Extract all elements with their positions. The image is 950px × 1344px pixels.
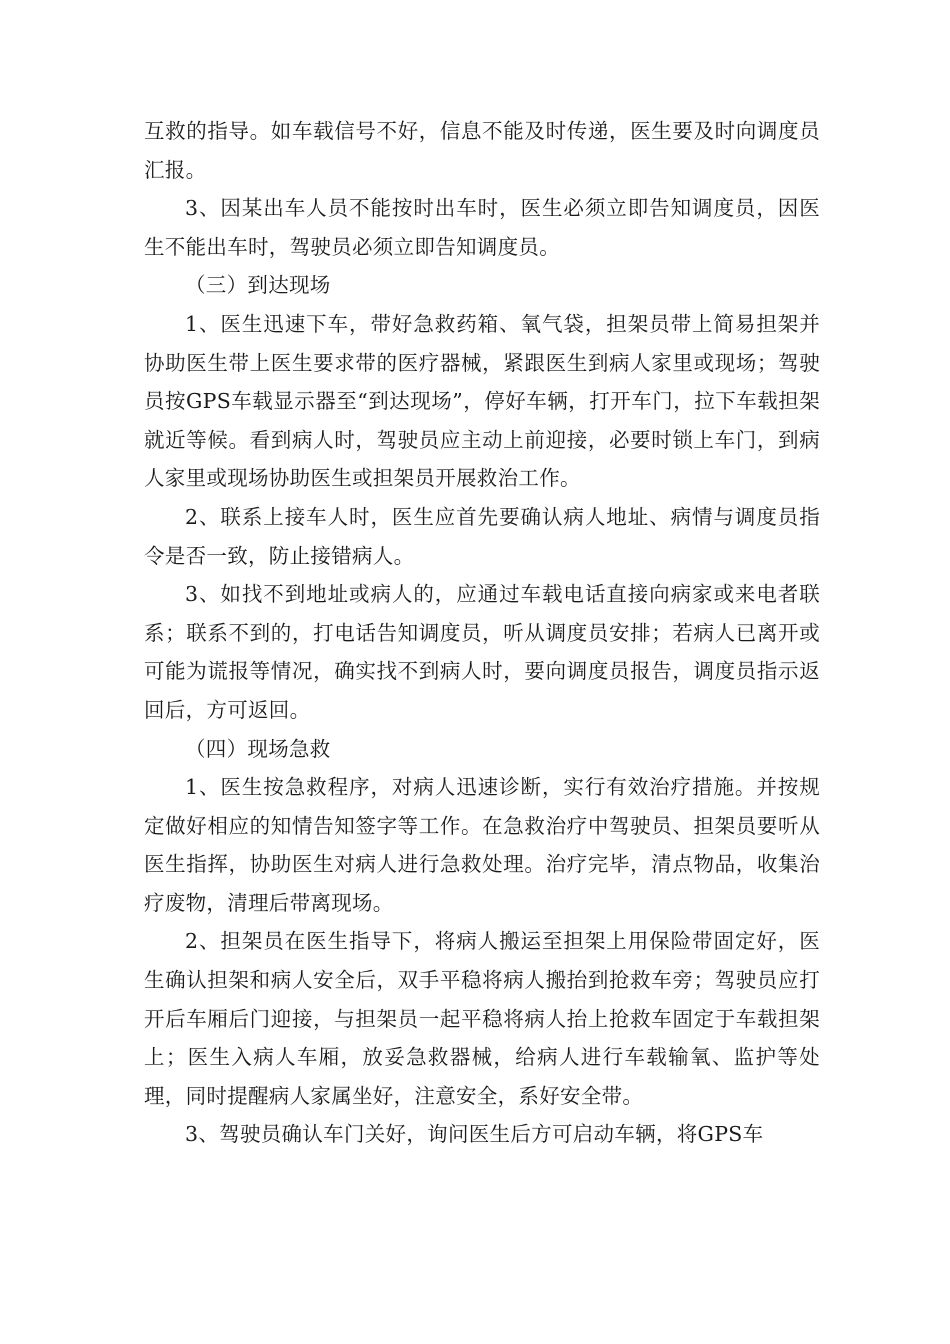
section-heading-onsite-rescue: （四）现场急救 <box>185 736 331 761</box>
paragraph-rescue-3: 3、驾驶员确认车门关好，询问医生后方可启动车辆，将GPS车 <box>185 1122 764 1147</box>
paragraph-arrive-3: 3、如找不到地址或病人的，应通过车载电话直接向病家或来电者联系；联系不到的，打电话告知调度员，听从调度员安排；若病人已离开或可能为谎报等情况，确实找不到病人时，要向调度员报告，调度员指示返回后，方可返回。 <box>144 582 820 722</box>
paragraph-arrive-2: 2、联系上接车人时，医生应首先要确认病人地址、病情与调度员指令是否一致，防止接错病人。 <box>144 504 820 568</box>
paragraph-arrive-1: 1、医生迅速下车，带好急救药箱、氧气袋，担架员带上简易担架并协助医生带上医生要求带的医疗器械，紧跟医生到病人家里或现场；驾驶员按GPS车载显示器至“到达现场”，停好车辆，打开车门，拉下车载担架就近等候。看到病人时，驾驶员应主动上前迎接，必要时锁上车门，到病人家里或现场协助医生或担架员开展救治工作。 <box>144 311 820 491</box>
paragraph-dispatch-absence: 3、因某出车人员不能按时出车时，医生必须立即告知调度员，因医生不能出车时，驾驶员必须立即告知调度员。 <box>144 196 820 259</box>
paragraph-rescue-2: 2、担架员在医生指导下，将病人搬运至担架上用保险带固定好，医生确认担架和病人安全后，双手平稳将病人搬抬到抢救车旁；驾驶员应打开后车厢后门迎接，与担架员一起平稳将病人抬上抢救车固定于车载担架上；医生入病人车厢，放妥急救器械，给病人进行车载输氧、监护等处理，同时提醒病人家属坐好，注意安全，系好安全带。 <box>144 929 820 1108</box>
paragraph-rescue-1: 1、医生按急救程序，对病人迅速诊断，实行有效治疗措施。并按规定做好相应的知情告知签字等工作。在急救治疗中驾驶员、担架员要听从医生指挥，协助医生对病人进行急救处理。治疗完毕，清点物品，收集治疗废物，清理后带离现场。 <box>144 775 820 915</box>
document-page <box>144 112 820 1154</box>
section-heading-arrive-scene: （三）到达现场 <box>185 273 331 298</box>
paragraph-continuation: 互救的指导。如车载信号不好，信息不能及时传递，医生要及时向调度员汇报。 <box>144 119 820 182</box>
